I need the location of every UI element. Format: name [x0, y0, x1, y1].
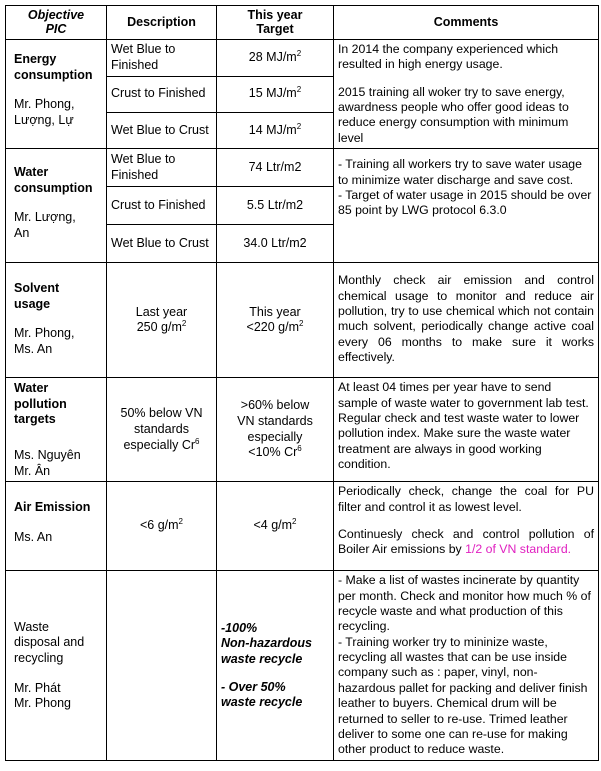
- solvent-target: [217, 263, 334, 378]
- energy-comment: [334, 40, 599, 149]
- energy-comment-p1: In 2014 the company experienced which resulted in high energy usage.: [338, 42, 559, 72]
- energy-target-3-sup: 2: [296, 121, 302, 131]
- solvent-desc-sup: 2: [181, 319, 187, 328]
- water-desc-2: Crust to Finished: [107, 187, 217, 225]
- solvent-target-value: <220 g/m: [246, 320, 299, 335]
- wastewater-target-line3: especially: [247, 429, 303, 444]
- water-target-2: 5.5 Ltr/m2: [217, 187, 334, 225]
- solvent-comment: Monthly check air emission and control chemical usage to monitor and reduce air pollution, try to use chemical which not contain much solvent, periodically change active coal every 06 months to make sure it works effectively.: [334, 263, 599, 378]
- header-description: Description: [107, 6, 217, 40]
- energy-target-1-value: 28 MJ/m: [248, 49, 297, 64]
- waste-comment-p2: - Training worker try to mininize waste, recycling all wastes that can be use inside company such as : paper, vinyl, non-hazardous pallet for packing and deliver finish leather to buyers. Chemical drum will be returned to seller to re-use. Trimed leather deliver to some one can re-use for making other product to reduce waste.: [338, 634, 588, 757]
- water-desc-3: Wet Blue to Crust: [107, 225, 217, 263]
- wastewater-title-line2: pollution: [14, 396, 67, 411]
- wastewater-target-line4: [221, 445, 329, 461]
- solvent-title: [14, 281, 100, 312]
- energy-title-line2: consumption: [14, 67, 93, 82]
- water-comment: [334, 149, 599, 263]
- energy-objective-cell: [6, 40, 107, 149]
- header-objective-pic: [6, 6, 107, 40]
- energy-desc-2: Crust to Finished: [107, 76, 217, 112]
- air-comment-p2-text: Continuesly check and control pollution of Boiler Air emissions by: [338, 527, 594, 557]
- water-target-3: 34.0 Ltr/m2: [217, 225, 334, 263]
- waste-target: [217, 571, 334, 761]
- solvent-target-line1: This year: [249, 304, 301, 319]
- wastewater-title-line3: targets: [14, 412, 56, 427]
- waste-target-1c: waste recycle: [221, 651, 303, 666]
- air-comment-highlight: 1/2 of VN standard.: [465, 542, 572, 557]
- energy-target-2-value: 15 MJ/m: [248, 86, 297, 101]
- waste-target-1b: Non-hazardous: [221, 636, 312, 651]
- solvent-title-line2: usage: [14, 296, 51, 311]
- energy-pic-line1: Mr. Phong,: [14, 97, 75, 112]
- wastewater-desc-line3: [111, 438, 212, 454]
- water-objective-cell: [6, 149, 107, 263]
- water-pic: [14, 210, 100, 241]
- waste-title-line3: recycling: [14, 650, 64, 665]
- energy-desc-3: Wet Blue to Crust: [107, 112, 217, 148]
- water-title-line1: Water: [14, 165, 49, 180]
- wastewater-pic-line1: Ms. Nguyên: [14, 448, 81, 463]
- waste-comment: [334, 571, 599, 761]
- wastewater-desc-line1: 50% below VN: [120, 406, 203, 421]
- waste-target-1a: -100%: [221, 620, 258, 635]
- energy-title: [14, 52, 100, 83]
- air-target: [217, 482, 334, 571]
- waste-pic-line1: Mr. Phát: [14, 680, 61, 695]
- wastewater-desc-sup: 6: [195, 436, 200, 446]
- waste-target-2a: - Over 50%: [221, 679, 286, 694]
- solvent-pic-line1: Mr. Phong,: [14, 326, 75, 341]
- air-objective-cell: [6, 482, 107, 571]
- solvent-target-sup: 2: [299, 319, 304, 328]
- wastewater-target-sup: 6: [297, 444, 302, 454]
- wastewater-target-value: <10% Cr: [248, 445, 298, 460]
- waste-title: [14, 620, 100, 667]
- air-target-value: <4 g/m: [253, 518, 293, 533]
- solvent-objective-cell: [6, 263, 107, 378]
- waste-title-line1: Waste: [14, 619, 49, 634]
- air-target-sup: 2: [292, 517, 297, 527]
- wastewater-objective-cell: [6, 378, 107, 482]
- solvent-desc-line1: Last year: [135, 304, 188, 319]
- energy-target-2-sup: 2: [296, 85, 302, 95]
- air-title: Air Emission: [14, 500, 91, 515]
- energy-target-1: [217, 40, 334, 77]
- air-comment: [334, 482, 599, 571]
- wastewater-pic-line2: Mr. Ân: [14, 463, 51, 478]
- energy-target-1-sup: 2: [296, 48, 302, 58]
- solvent-pic: [14, 326, 100, 357]
- header-objective: Objective: [27, 7, 85, 22]
- header-pic: PIC: [45, 21, 67, 36]
- solvent-pic-line2: Ms. An: [14, 342, 53, 357]
- waste-desc: [107, 571, 217, 761]
- header-target-line2: Target: [256, 21, 294, 36]
- header-target: [217, 6, 334, 40]
- table-row-solvent: [6, 263, 599, 378]
- wastewater-title-line1: Water: [14, 381, 49, 396]
- solvent-desc: [107, 263, 217, 378]
- air-pic: [14, 530, 100, 546]
- water-comment-p2: - Target of water usage in 2015 should be over 85 point by LWG protocol 6.3.0: [338, 187, 592, 218]
- waste-comment-p1: - Make a list of wastes incinerate by quantity per month. Check and monitor how much % of recycle waste and what production of this recycling.: [338, 573, 591, 634]
- table-row-water-1: [6, 149, 599, 187]
- table-row-wastewater: [6, 378, 599, 482]
- energy-desc-1: Wet Blue to Finished: [107, 40, 217, 77]
- header-comments: Comments: [334, 6, 599, 40]
- header-target-line1: This year: [247, 7, 303, 22]
- air-pic-line1: Ms. An: [14, 529, 53, 544]
- energy-target-2: [217, 76, 334, 112]
- energy-pic: [14, 97, 100, 128]
- solvent-target-line2: [221, 320, 329, 336]
- solvent-desc-line2: [111, 320, 212, 336]
- water-title-line2: consumption: [14, 180, 93, 195]
- energy-target-3-value: 14 MJ/m: [248, 122, 297, 137]
- wastewater-desc-line2: standards: [134, 421, 189, 436]
- air-comment-p2: [338, 527, 594, 558]
- objectives-table: [5, 5, 599, 761]
- water-target-1: 74 Ltr/m2: [217, 149, 334, 187]
- header-row: [6, 6, 599, 40]
- water-pic-line1: Mr. Lượng,: [14, 210, 76, 225]
- wastewater-target-line2: VN standards: [237, 414, 313, 429]
- energy-comment-p2: 2015 training all woker try to save energy, awardness people who offer good ideas to reduce energy consumption with minimum level: [338, 84, 569, 145]
- air-desc-sup: 2: [178, 517, 183, 527]
- energy-pic-line2: Lượng, Lự: [14, 112, 74, 127]
- air-comment-p1: Periodically check, change the coal for PU filter and control it as lowest level.: [338, 484, 594, 514]
- water-desc-1: Wet Blue to Finished: [107, 149, 217, 187]
- waste-objective-cell: [6, 571, 107, 761]
- air-desc-value: <6 g/m: [139, 518, 179, 533]
- table-row-waste: [6, 571, 599, 761]
- waste-target-2b: waste recycle: [221, 695, 303, 710]
- water-pic-line2: An: [14, 226, 30, 241]
- water-comment-p1: - Training all workers try to save water usage to minimize water discharge and save cost.: [338, 157, 582, 187]
- solvent-desc-value: 250 g/m: [136, 320, 182, 335]
- table-row-energy-1: [6, 40, 599, 77]
- wastewater-target: [217, 378, 334, 482]
- wastewater-title: [14, 381, 100, 428]
- waste-pic: [14, 681, 100, 712]
- wastewater-desc-value: especially Cr: [123, 437, 196, 452]
- wastewater-comment: At least 04 times per year have to send sample of waste water to government lab test. Regular check and test waste water to lower pollution index. Make sure the waste water treatment are always in good working condition.: [334, 378, 599, 482]
- wastewater-desc: [107, 378, 217, 482]
- water-title: [14, 165, 100, 196]
- energy-title-line1: Energy: [14, 52, 57, 66]
- table-row-air: [6, 482, 599, 571]
- waste-title-line2: disposal and: [14, 635, 85, 650]
- energy-target-3: [217, 112, 334, 148]
- wastewater-target-line1: >60% below: [240, 398, 310, 413]
- air-desc: [107, 482, 217, 571]
- waste-pic-line2: Mr. Phong: [14, 696, 71, 711]
- wastewater-pic: [14, 448, 100, 479]
- solvent-title-line1: Solvent: [14, 281, 60, 296]
